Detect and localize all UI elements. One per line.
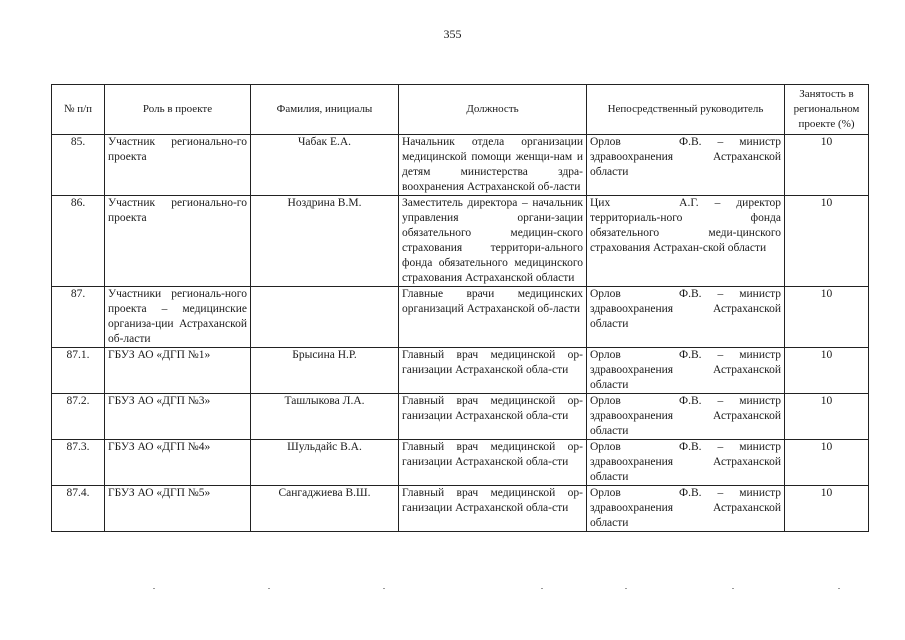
table-row (52, 135, 869, 196)
table-row (52, 486, 869, 532)
manager-name: Орлов Ф.В. (590, 288, 702, 300)
cell-share: 10 (785, 486, 869, 532)
manager-title: министр здравоохранения Астраханской области (590, 441, 781, 483)
page-number: 355 (443, 27, 462, 41)
table-header-row (52, 85, 869, 135)
manager-title: министр здравоохранения Астраханской области (590, 395, 781, 437)
manager-name: Орлов Ф.В. (590, 441, 702, 453)
manager-separator: – (717, 136, 724, 148)
cell-role: Участник регионально-го проекта (105, 135, 251, 196)
cell-num: 86. (52, 196, 105, 287)
cell-num: 87. (52, 287, 105, 348)
manager-separator: – (717, 288, 724, 300)
header-name: Фамилия, инициалы (251, 85, 399, 135)
table-row (52, 394, 869, 440)
scan-artifacts (0, 588, 905, 598)
table-body (52, 135, 869, 532)
manager-name: Орлов Ф.В. (590, 136, 702, 148)
cell-position: Главные врачи медицинских организаций Астраханской об-ласти (399, 287, 587, 348)
cell-num: 87.2. (52, 394, 105, 440)
cell-position: Главный врач медицинской ор-ганизации Астраханской обла-сти (399, 440, 587, 486)
header-num: № п/п (52, 85, 105, 135)
cell-share: 10 (785, 287, 869, 348)
cell-name: Ноздрина В.М. (251, 196, 399, 287)
cell-name: Брысина Н.Р. (251, 348, 399, 394)
cell-position: Главный врач медицинской ор-ганизации Астраханской обла-сти (399, 486, 587, 532)
manager-title: министр здравоохранения Астраханской области (590, 349, 781, 391)
cell-name: Ташлыкова Л.А. (251, 394, 399, 440)
header-manager: Непосредственный руководитель (587, 85, 785, 135)
cell-num: 87.1. (52, 348, 105, 394)
project-staff-table (51, 84, 869, 532)
manager-separator: – (717, 395, 724, 407)
cell-name: Чабак Е.А. (251, 135, 399, 196)
manager-separator: – (717, 487, 724, 499)
cell-share: 10 (785, 196, 869, 287)
cell-role: Участники региональ-ного проекта – медицинские организа-ции Астраханской об-ласти (105, 287, 251, 348)
manager-separator: – (717, 441, 724, 453)
cell-num: 85. (52, 135, 105, 196)
manager-name: Орлов Ф.В. (590, 487, 702, 499)
cell-num: 87.4. (52, 486, 105, 532)
table-row (52, 196, 869, 287)
cell-manager (587, 440, 785, 486)
manager-name: Цих А.Г. (590, 197, 699, 209)
manager-title: министр здравоохранения Астраханской области (590, 288, 781, 330)
cell-name (251, 287, 399, 348)
header-role: Роль в проекте (105, 85, 251, 135)
cell-position: Главный врач медицинской ор-ганизации Астраханской обла-сти (399, 394, 587, 440)
cell-manager (587, 135, 785, 196)
cell-position: Главный врач медицинской ор-ганизации Астраханской обла-сти (399, 348, 587, 394)
manager-separator: – (717, 349, 724, 361)
cell-share: 10 (785, 135, 869, 196)
manager-title: министр здравоохранения Астраханской области (590, 487, 781, 529)
cell-manager (587, 348, 785, 394)
table-row (52, 348, 869, 394)
cell-position: Заместитель директора – начальник управления органи-зации обязательного медицин-ского страхования территори-ального фонда обязательного медицинского страхования Астраханской области (399, 196, 587, 287)
manager-name: Орлов Ф.В. (590, 349, 702, 361)
header-share: Занятость в региональном проекте (%) (785, 85, 869, 135)
cell-share: 10 (785, 348, 869, 394)
cell-share: 10 (785, 394, 869, 440)
cell-manager (587, 394, 785, 440)
header-position: Должность (399, 85, 587, 135)
cell-role: ГБУЗ АО «ДГП №4» (105, 440, 251, 486)
cell-role: Участник регионально-го проекта (105, 196, 251, 287)
cell-num: 87.3. (52, 440, 105, 486)
cell-position: Начальник отдела организации медицинской помощи женщи-нам и детям министерства здра-воохранения Астраханской об-ласти (399, 135, 587, 196)
manager-title: директор территориаль-ного фонда обязательного меди-цинского страхования Астрахан-ской области (590, 197, 781, 254)
manager-name: Орлов Ф.В. (590, 395, 702, 407)
cell-role: ГБУЗ АО «ДГП №1» (105, 348, 251, 394)
manager-title: министр здравоохранения Астраханской области (590, 136, 781, 178)
cell-manager (587, 486, 785, 532)
cell-share: 10 (785, 440, 869, 486)
cell-name: Шульдайс В.А. (251, 440, 399, 486)
cell-role: ГБУЗ АО «ДГП №3» (105, 394, 251, 440)
cell-manager (587, 287, 785, 348)
cell-name: Сангаджиева В.Ш. (251, 486, 399, 532)
table-row (52, 440, 869, 486)
cell-role: ГБУЗ АО «ДГП №5» (105, 486, 251, 532)
manager-separator: – (714, 197, 721, 209)
table-row (52, 287, 869, 348)
cell-manager (587, 196, 785, 287)
